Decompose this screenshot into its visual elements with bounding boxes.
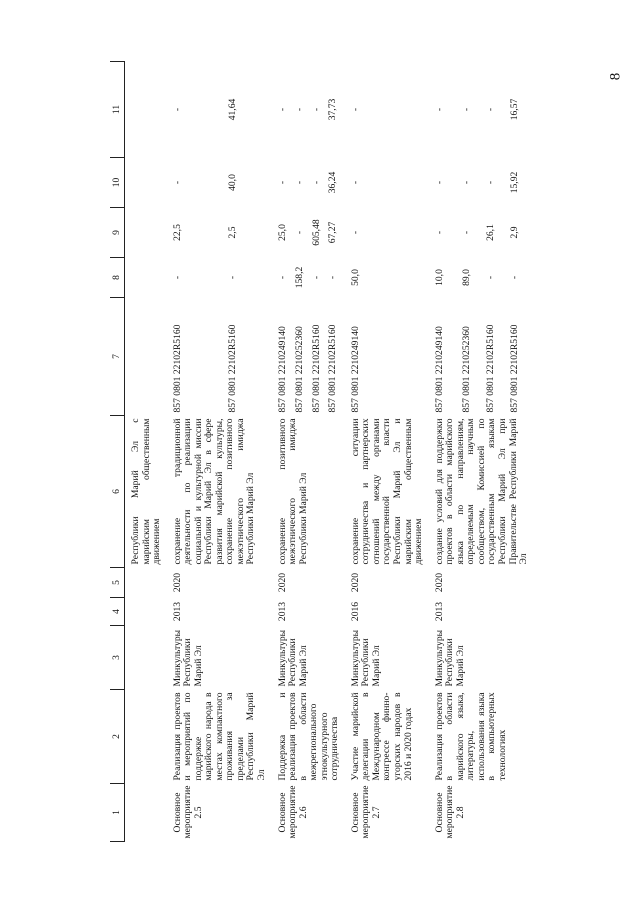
rotated-page-content bbox=[110, 62, 630, 842]
executor-cell: Минкультуры Республики Марий Эл bbox=[276, 629, 309, 687]
column-header: 1 bbox=[110, 784, 125, 842]
table-row bbox=[343, 62, 427, 842]
value-cell: - bbox=[485, 275, 497, 280]
executor-cell: Минкультуры Республики Марий Эл bbox=[171, 629, 204, 687]
measure-cell: Основное мероприятие 2.8 bbox=[433, 785, 466, 839]
value-cell: - bbox=[349, 230, 361, 235]
value-cell: - bbox=[433, 230, 445, 235]
column-header: 4 bbox=[110, 598, 125, 626]
name-cell: Реализация проектов и мероприятий по поддержке марийского народа в местах компактного проживания за пределами Республики Марий Эл bbox=[171, 692, 268, 781]
budget-code-cell: 857 0801 22102R5160 bbox=[171, 324, 183, 413]
goal-cell: создание условий для поддержки проектов в области марийского языка по направлениям, определяемым научным сообществом, Комиссией по государственным языкам Республики Марий Эл при Правительстве Республики Марий Эл bbox=[433, 418, 530, 565]
budget-code-cell: 857 0801 22102R5160 bbox=[508, 324, 520, 413]
start-year-cell: 2013 bbox=[171, 601, 183, 622]
executor-cell: Минкультуры Республики Марий Эл bbox=[349, 629, 382, 687]
value-cell: - bbox=[171, 180, 183, 185]
value-cell: - bbox=[227, 275, 239, 280]
column-number-row bbox=[110, 62, 125, 842]
value-cell: 25,0 bbox=[276, 224, 288, 241]
value-cell: - bbox=[276, 180, 288, 185]
table-row bbox=[165, 62, 226, 842]
table-row bbox=[427, 62, 461, 842]
value-cell: - bbox=[276, 275, 288, 280]
budget-code-cell: 857 0801 22102R5160 bbox=[327, 324, 339, 413]
name-cell: Реализация проектов в области марийского языка, литературы, использования языка в компьютерных технологиях bbox=[433, 692, 508, 781]
value-cell: - bbox=[485, 107, 497, 112]
value-cell: 36,24 bbox=[327, 171, 339, 194]
value-cell: 40,0 bbox=[227, 174, 239, 191]
measure-cell: Основное мероприятие 2.5 bbox=[171, 785, 204, 839]
value-cell: - bbox=[461, 107, 473, 112]
budget-code-cell: 857 0801 2210249140 bbox=[349, 326, 361, 413]
value-cell: - bbox=[310, 180, 322, 185]
value-cell: - bbox=[433, 107, 445, 112]
value-cell: 67,27 bbox=[327, 221, 339, 244]
budget-code-cell: 857 0801 22102R5160 bbox=[310, 324, 322, 413]
value-cell: - bbox=[349, 180, 361, 185]
budget-code-cell: 857 0801 2210252360 bbox=[461, 326, 473, 413]
value-cell: - bbox=[433, 180, 445, 185]
value-cell: - bbox=[461, 180, 473, 185]
value-cell: - bbox=[171, 107, 183, 112]
value-cell: - bbox=[171, 275, 183, 280]
column-header: 2 bbox=[110, 690, 125, 784]
column-header: 10 bbox=[110, 158, 125, 208]
value-cell: - bbox=[508, 275, 520, 280]
value-cell: - bbox=[294, 180, 306, 185]
name-cell: Поддержка и реализация проектов в области межрегионального этнокультурного сотрудничества bbox=[276, 692, 341, 781]
value-cell: 50,0 bbox=[349, 269, 361, 286]
value-cell: - bbox=[276, 107, 288, 112]
end-year-cell: 2020 bbox=[276, 572, 288, 593]
program-measures-table bbox=[110, 61, 532, 842]
value-cell: 605,48 bbox=[310, 219, 322, 246]
executor-cell: Минкультуры Республики Марий Эл bbox=[433, 629, 466, 687]
column-header: 7 bbox=[110, 298, 125, 416]
table-row bbox=[270, 62, 293, 842]
column-header: 11 bbox=[110, 62, 125, 158]
budget-code-cell: 857 0801 22102R5160 bbox=[227, 324, 239, 413]
value-cell: 16,57 bbox=[508, 98, 520, 121]
column-header: 8 bbox=[110, 258, 125, 298]
budget-code-cell: 857 0801 2210249140 bbox=[276, 326, 288, 413]
column-header: 9 bbox=[110, 208, 125, 258]
value-cell: - bbox=[485, 180, 497, 185]
value-cell: 2,5 bbox=[227, 226, 239, 239]
value-cell: 22,5 bbox=[171, 224, 183, 241]
value-cell: 15,92 bbox=[508, 171, 520, 194]
value-cell: - bbox=[310, 107, 322, 112]
page-number: 8 bbox=[607, 72, 624, 81]
value-cell: - bbox=[294, 107, 306, 112]
value-cell: 89,0 bbox=[461, 269, 473, 286]
budget-code-cell: 857 0801 2210252360 bbox=[294, 326, 306, 413]
goal-cell: сохранение ситуации сотрудничества и партнерских отношений между органами государственной власти Республики Марий Эл и марийским общественным движением bbox=[349, 418, 425, 565]
value-cell: - bbox=[294, 230, 306, 235]
column-header: 5 bbox=[110, 568, 125, 598]
goal-cell: сохранение позитивного межэтнического имиджа Республики Марий Эл bbox=[276, 418, 309, 565]
measure-cell: Основное мероприятие 2.6 bbox=[276, 785, 309, 839]
value-cell: 37,73 bbox=[327, 98, 339, 121]
goal-cell: Республики Марий Эл с марийским общественным движением bbox=[130, 418, 163, 565]
end-year-cell: 2020 bbox=[171, 572, 183, 593]
end-year-cell: 2020 bbox=[433, 572, 445, 593]
value-cell: - bbox=[349, 107, 361, 112]
budget-code-cell: 857 0801 22102R5160 bbox=[485, 324, 497, 413]
end-year-cell: 2020 bbox=[349, 572, 361, 593]
value-cell: 41,64 bbox=[227, 98, 239, 121]
value-cell: - bbox=[461, 230, 473, 235]
name-cell: Участие марийской делегации в Международном конгрессе финно-угорских народов в 2016 и 2020 годах bbox=[349, 692, 414, 781]
value-cell: 2,9 bbox=[508, 226, 520, 239]
column-header: 6 bbox=[110, 416, 125, 568]
value-cell: 158,2 bbox=[294, 266, 306, 289]
column-header: 3 bbox=[110, 626, 125, 690]
budget-code-cell: 857 0801 2210249140 bbox=[433, 326, 445, 413]
value-cell: - bbox=[327, 275, 339, 280]
continuation-row bbox=[125, 62, 165, 842]
value-cell: 10,0 bbox=[433, 269, 445, 286]
value-cell: - bbox=[310, 275, 322, 280]
start-year-cell: 2013 bbox=[433, 601, 445, 622]
start-year-cell: 2013 bbox=[276, 601, 288, 622]
start-year-cell: 2016 bbox=[349, 601, 361, 622]
goal-cell: сохранение традиционной деятельности по реализации социальной и культурной миссии Республики Марий Эл в сфере развития марийской культуры, сохранение позитивного межэтнического имиджа Республики Марий Эл bbox=[171, 418, 257, 565]
value-cell: 26,1 bbox=[485, 224, 497, 241]
measure-cell: Основное мероприятие 2.7 bbox=[349, 785, 382, 839]
